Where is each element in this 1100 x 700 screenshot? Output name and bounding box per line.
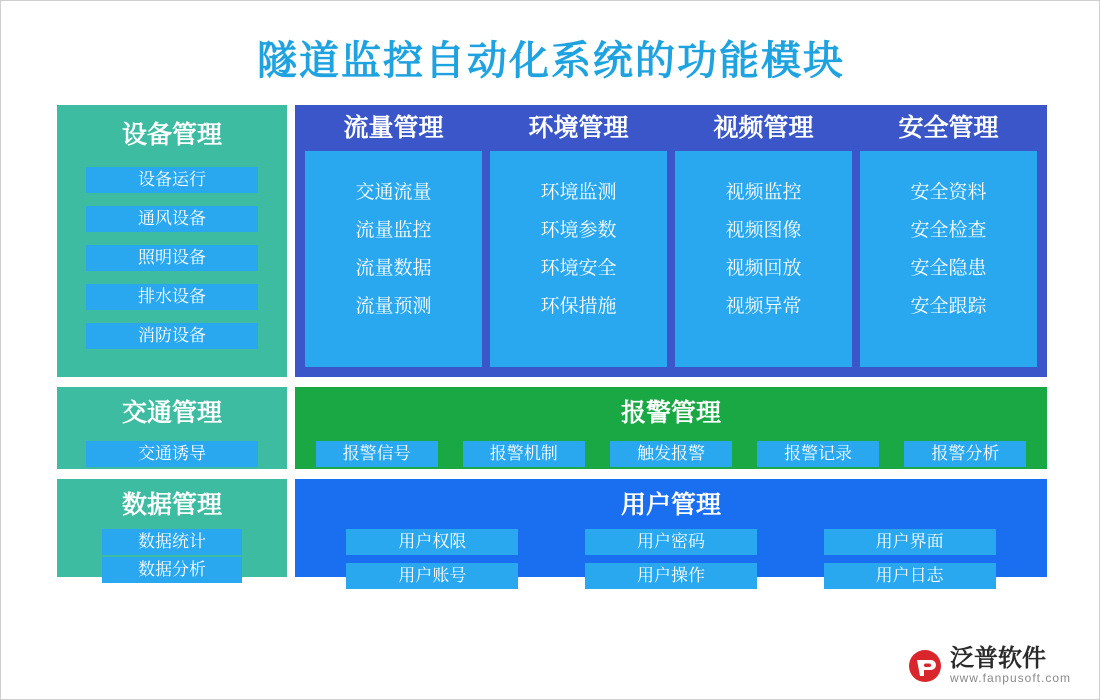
- alarm-management-title: 报警管理: [620, 400, 721, 427]
- environment-management-title: 环境管理: [528, 115, 629, 142]
- core-modules-columns: [305, 113, 1037, 367]
- safety-management-item[interactable]: 安全隐患: [910, 258, 987, 279]
- equipment-item[interactable]: 照明设备: [86, 245, 258, 271]
- equipment-item[interactable]: 设备运行: [86, 167, 258, 193]
- video-management-column: [675, 113, 852, 367]
- traffic-management-title: 交通管理: [121, 400, 222, 427]
- page-title: 隧道监控自动化系统的功能模块: [257, 38, 845, 83]
- equipment-management-title: 设备管理: [121, 122, 222, 149]
- environment-management-item[interactable]: 环境参数: [540, 220, 617, 241]
- user-item[interactable]: 用户密码: [585, 529, 757, 555]
- flow-management-column: [305, 113, 482, 367]
- alarm-item-list: [295, 441, 1047, 467]
- equipment-item[interactable]: 消防设备: [86, 323, 258, 349]
- alarm-item[interactable]: 报警分析: [904, 441, 1026, 467]
- environment-management-column: [490, 113, 667, 367]
- user-item[interactable]: 用户日志: [824, 563, 996, 589]
- brand-name-en: www.fanpusoft.com: [949, 671, 1071, 686]
- data-item[interactable]: 数据分析: [102, 557, 242, 583]
- alarm-item[interactable]: 报警信号: [316, 441, 438, 467]
- core-modules-panel: [295, 105, 1047, 377]
- user-item[interactable]: 用户界面: [824, 529, 996, 555]
- flow-management-item[interactable]: 流量数据: [355, 258, 432, 279]
- fanpu-logo-icon: [908, 649, 942, 683]
- safety-management-item[interactable]: 安全检查: [910, 220, 987, 241]
- traffic-management-item[interactable]: 交通诱导: [86, 441, 258, 467]
- environment-management-items: [490, 151, 667, 367]
- video-management-items: [675, 151, 852, 367]
- flow-management-title: 流量管理: [343, 115, 444, 142]
- traffic-management-panel: [57, 387, 287, 469]
- data-item[interactable]: 数据统计: [102, 529, 242, 555]
- environment-management-item[interactable]: 环保措施: [540, 296, 617, 317]
- safety-management-item[interactable]: 安全资料: [910, 182, 987, 203]
- brand-logo: [908, 647, 1071, 685]
- video-management-item[interactable]: 视频异常: [725, 296, 802, 317]
- environment-management-item[interactable]: 环境监测: [540, 182, 617, 203]
- safety-management-items: [860, 151, 1037, 367]
- safety-management-item[interactable]: 安全跟踪: [910, 296, 987, 317]
- flow-management-item[interactable]: 流量预测: [355, 296, 432, 317]
- flow-management-item[interactable]: 流量监控: [355, 220, 432, 241]
- brand-name-cn: 泛普软件: [949, 646, 1046, 673]
- environment-management-item[interactable]: 环境安全: [540, 258, 617, 279]
- user-item[interactable]: 用户权限: [346, 529, 518, 555]
- equipment-item[interactable]: 通风设备: [86, 206, 258, 232]
- safety-management-column: [860, 113, 1037, 367]
- equipment-item[interactable]: 排水设备: [86, 284, 258, 310]
- alarm-item[interactable]: 报警记录: [757, 441, 879, 467]
- data-management-title: 数据管理: [121, 492, 222, 519]
- data-item-list: [57, 529, 287, 583]
- alarm-item[interactable]: 报警机制: [463, 441, 585, 467]
- video-management-item[interactable]: 视频回放: [725, 258, 802, 279]
- alarm-item[interactable]: 触发报警: [610, 441, 732, 467]
- user-management-panel: [295, 479, 1047, 585]
- video-management-item[interactable]: 视频图像: [725, 220, 802, 241]
- flow-management-item[interactable]: 交通流量: [355, 182, 432, 203]
- user-item[interactable]: 用户操作: [585, 563, 757, 589]
- data-management-panel: [57, 479, 287, 577]
- video-management-title: 视频管理: [713, 115, 814, 142]
- alarm-management-panel: [295, 387, 1047, 469]
- flow-management-items: [305, 151, 482, 367]
- equipment-management-panel: [57, 105, 287, 377]
- video-management-item[interactable]: 视频监控: [725, 182, 802, 203]
- user-item-list: [295, 529, 1047, 589]
- equipment-item-list: [57, 167, 287, 349]
- user-management-title: 用户管理: [620, 492, 721, 519]
- brand-text: [950, 647, 1071, 685]
- safety-management-title: 安全管理: [898, 115, 999, 142]
- user-item[interactable]: 用户账号: [346, 563, 518, 589]
